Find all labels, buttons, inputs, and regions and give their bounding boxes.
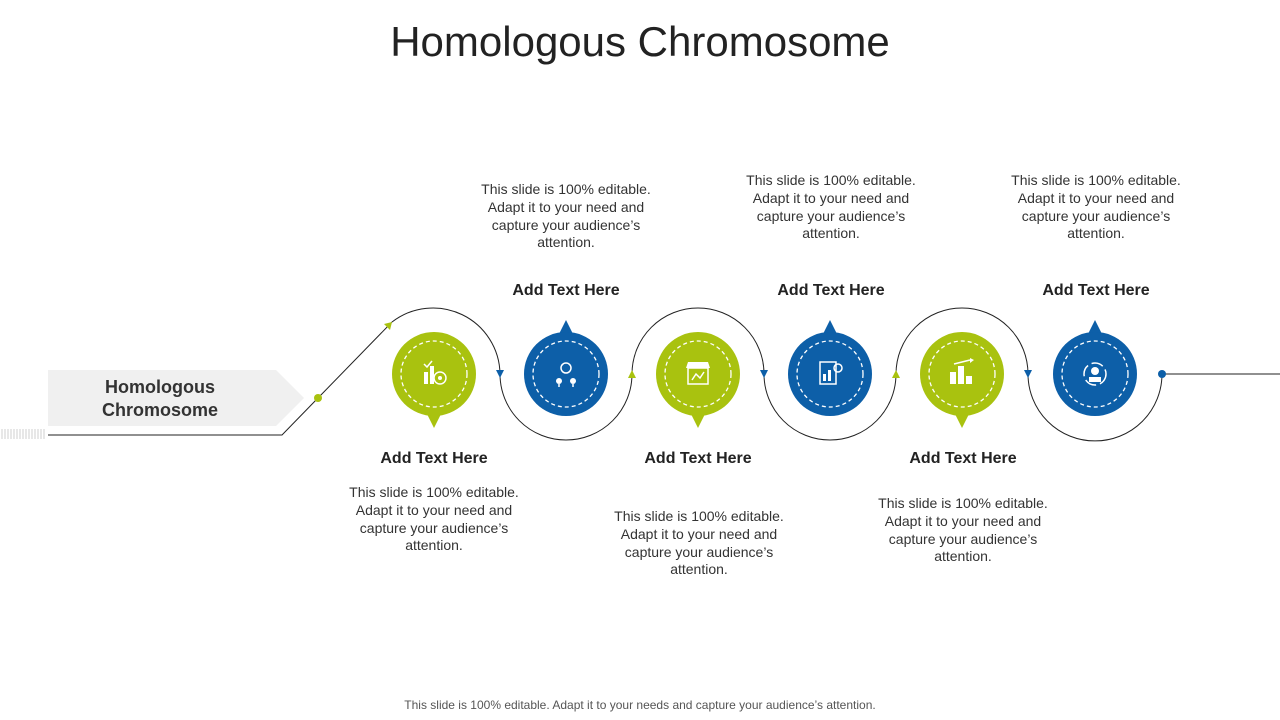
step-3-marker <box>656 332 740 428</box>
path-arrow-3 <box>760 370 768 378</box>
step-3-title: Add Text Here <box>644 450 752 467</box>
step-1-title: Add Text Here <box>380 450 488 467</box>
step-3-description: This slide is 100% editable. Adapt it to your need and capture your audience’s attention. <box>614 508 784 578</box>
path-arrow-4 <box>892 370 900 378</box>
step-5-marker <box>920 332 1004 428</box>
step-1-marker <box>392 332 476 428</box>
marker-circle <box>524 332 608 416</box>
step-6-marker <box>1053 320 1137 416</box>
step-1-description: This slide is 100% editable. Adapt it to your need and capture your audience’s attention. <box>349 484 519 554</box>
step-5-description: This slide is 100% editable. Adapt it to your need and capture your audience’s attention. <box>878 495 1048 565</box>
step-2-marker <box>524 320 608 416</box>
path-arrow-2 <box>628 370 636 378</box>
decorative-stripes <box>2 429 44 439</box>
start-label: Homologous Chromosome <box>101 377 218 420</box>
step-4-description: This slide is 100% editable. Adapt it to your need and capture your audience’s attention. <box>746 172 916 242</box>
step-4-title: Add Text Here <box>777 282 885 299</box>
connector-dot <box>314 394 322 402</box>
path-arrow-1 <box>496 370 504 378</box>
marker-circle <box>656 332 740 416</box>
step-6-title: Add Text Here <box>1042 282 1150 299</box>
step-5-title: Add Text Here <box>909 450 1017 467</box>
footer-note: This slide is 100% editable. Adapt it to your needs and capture your audience’s attention. <box>404 698 876 712</box>
path-arrow-5 <box>1024 370 1032 378</box>
step-6-description: This slide is 100% editable. Adapt it to your need and capture your audience’s attention. <box>1011 172 1181 242</box>
step-4-marker <box>788 320 872 416</box>
end-dot <box>1158 370 1166 378</box>
page-title: Homologous Chromosome <box>390 18 890 65</box>
step-2-description: This slide is 100% editable. Adapt it to your need and capture your audience’s attention. <box>481 181 651 251</box>
step-2-title: Add Text Here <box>512 282 620 299</box>
